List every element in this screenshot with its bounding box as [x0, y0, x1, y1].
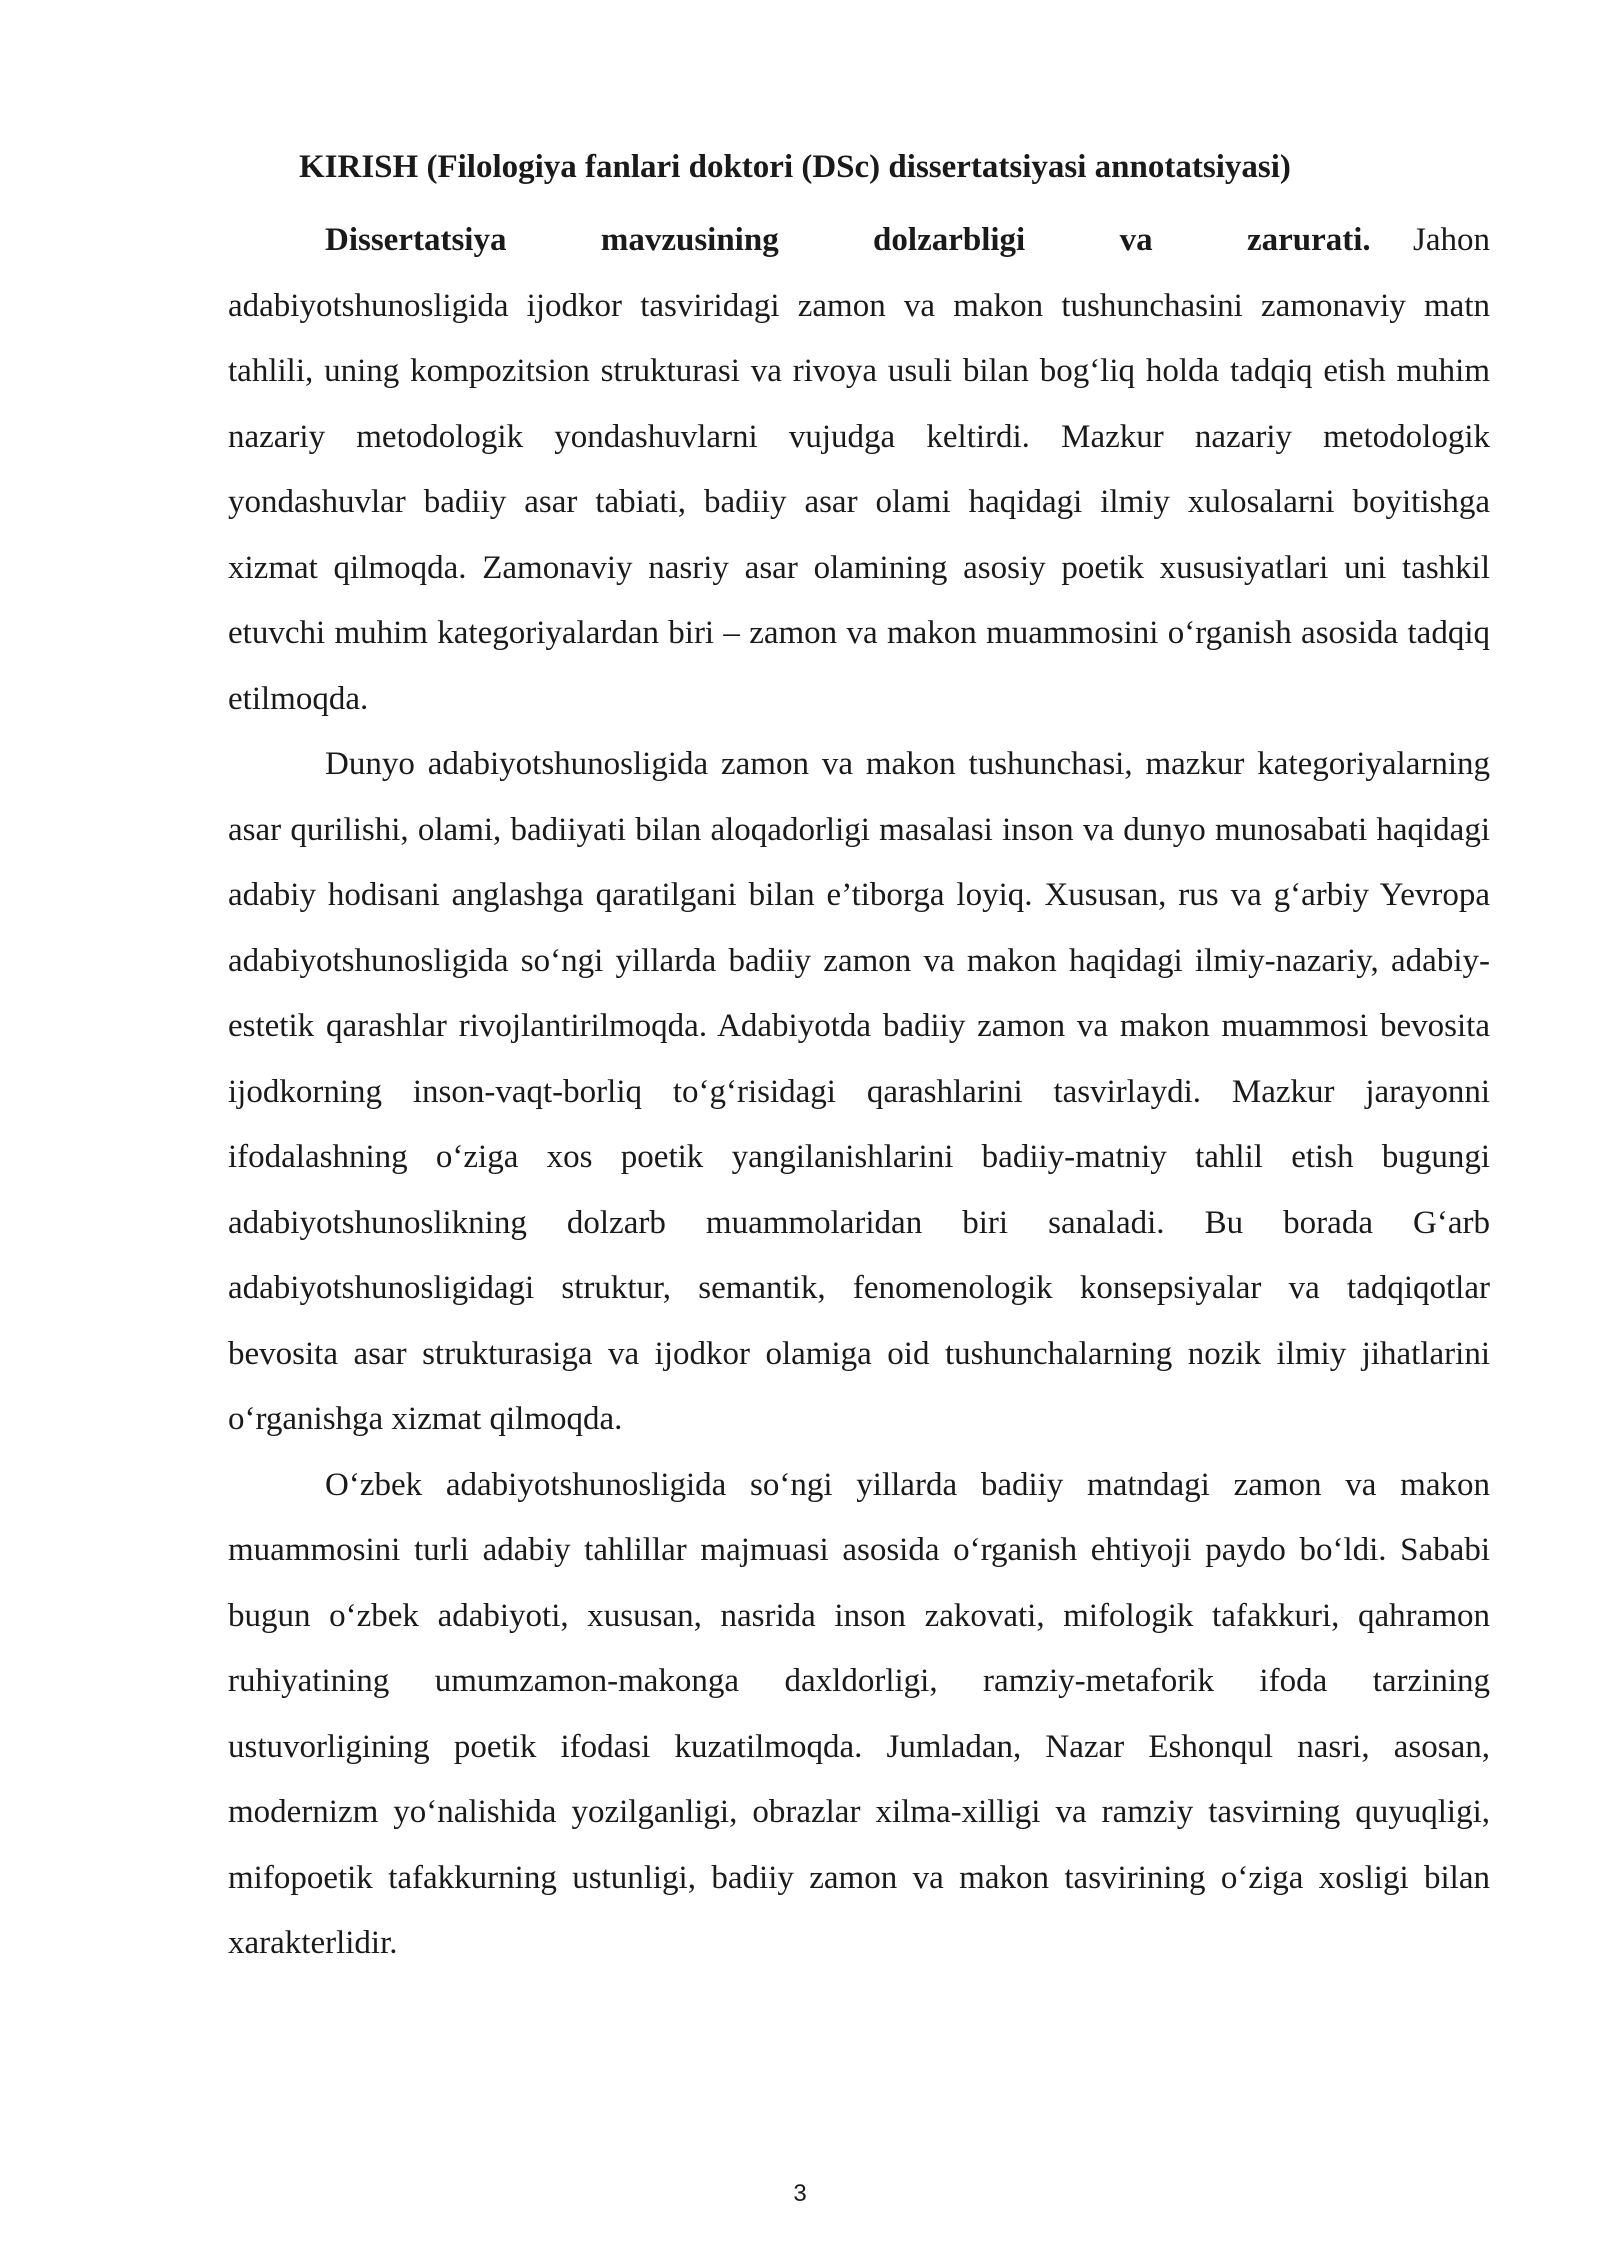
paragraph-lead-heading: Dissertatsiya mavzusining dolzarbligi va zarurati. — [325, 222, 1371, 258]
page-number: 3 — [793, 2180, 807, 2207]
paragraph-text: Jahon adabiyotshunosligida ijodkor tasviridagi zamon va makon tushunchasini zamonaviy matn tahlili, uning kompozitsion strukturasi va rivoya usuli bilan bog‘liq holda tadqiq etish muhim nazariy metodologik yondashuvlarni vujudga keltirdi. Mazkur nazariy metodologik yondashuvlar badiiy asar tabiati, badiiy asar olami haqidagi ilmiy xulosalarni boyitishga xizmat qilmoqda. Zamonaviy nasriy asar olamining asosiy poetik xususiyatlari uni tashkil etuvchi muhim kategoriyalardan biri – zamon va makon muammosini o‘rganish asosida tadqiq etilmoqda. — [228, 222, 1491, 717]
section-title: KIRISH (Filologiya fanlari doktori (DSc) dissertatsiyasi annotatsiyasi) — [299, 149, 1291, 185]
paragraph-text: Dunyo adabiyotshunosligida zamon va makon tushunchasi, mazkur kategoriyalarning asar qurilishi, olami, badiiyati bilan aloqadorligi masalasi inson va dunyo munosabati haqidagi adabiy hodisani anglashga qaratilgani bilan e’tiborga loyiq. Xususan, rus va g‘arbiy Yevropa adabiyotshunosligida so‘ngi yillarda badiiy zamon va makon haqidagi ilmiy-nazariy, adabiy-estetik qarashlar rivojlantirilmoqda. Adabiyotda badiiy zamon va makon muammosi bevosita ijodkorning inson-vaqt-borliq to‘g‘risidagi qarashlarini tasvirlaydi. Mazkur jarayonni ifodalashning o‘ziga xos poetik yangilanishlarini badiiy-matniy tahlil etish bugungi adabiyotshunoslikning dolzarb muammolaridan biri sanaladi. Bu borada G‘arb adabiyotshunosligidagi struktur, semantik, fenomenologik konsepsiyalar va tadqiqotlar bevosita asar strukturasiga va ijodkor olamiga oid tushunchalarning nozik ilmiy jihatlarini o‘rganishga xizmat qilmoqda. — [228, 746, 1490, 1437]
paragraph-world-studies — [228, 732, 1490, 1453]
paragraph-relevance — [228, 208, 1490, 732]
document-page — [228, 148, 1490, 1977]
paragraph-uzbek-studies — [228, 1453, 1490, 1977]
paragraph-text: O‘zbek adabiyotshunosligida so‘ngi yillarda badiiy matndagi zamon va makon muammosini turli adabiy tahlillar majmuasi asosida o‘rganish ehtiyoji paydo bo‘ldi. Sababi bugun o‘zbek adabiyoti, xususan, nasrida inson zakovati, mifologik tafakkuri, qahramon ruhiyatining umumzamon-makonga daxldorligi, ramziy-metaforik ifoda tarzining ustuvorligining poetik ifodasi kuzatilmoqda. Jumladan, Nazar Eshonqul nasri, asosan, modernizm yo‘nalishida yozilganligi, obrazlar xilma-xilligi va ramziy tasvirning quyuqligi, mifopoetik tafakkurning ustunligi, badiiy zamon va makon tasvirining o‘ziga xosligi bilan xarakterlidir. — [228, 1466, 1490, 1961]
